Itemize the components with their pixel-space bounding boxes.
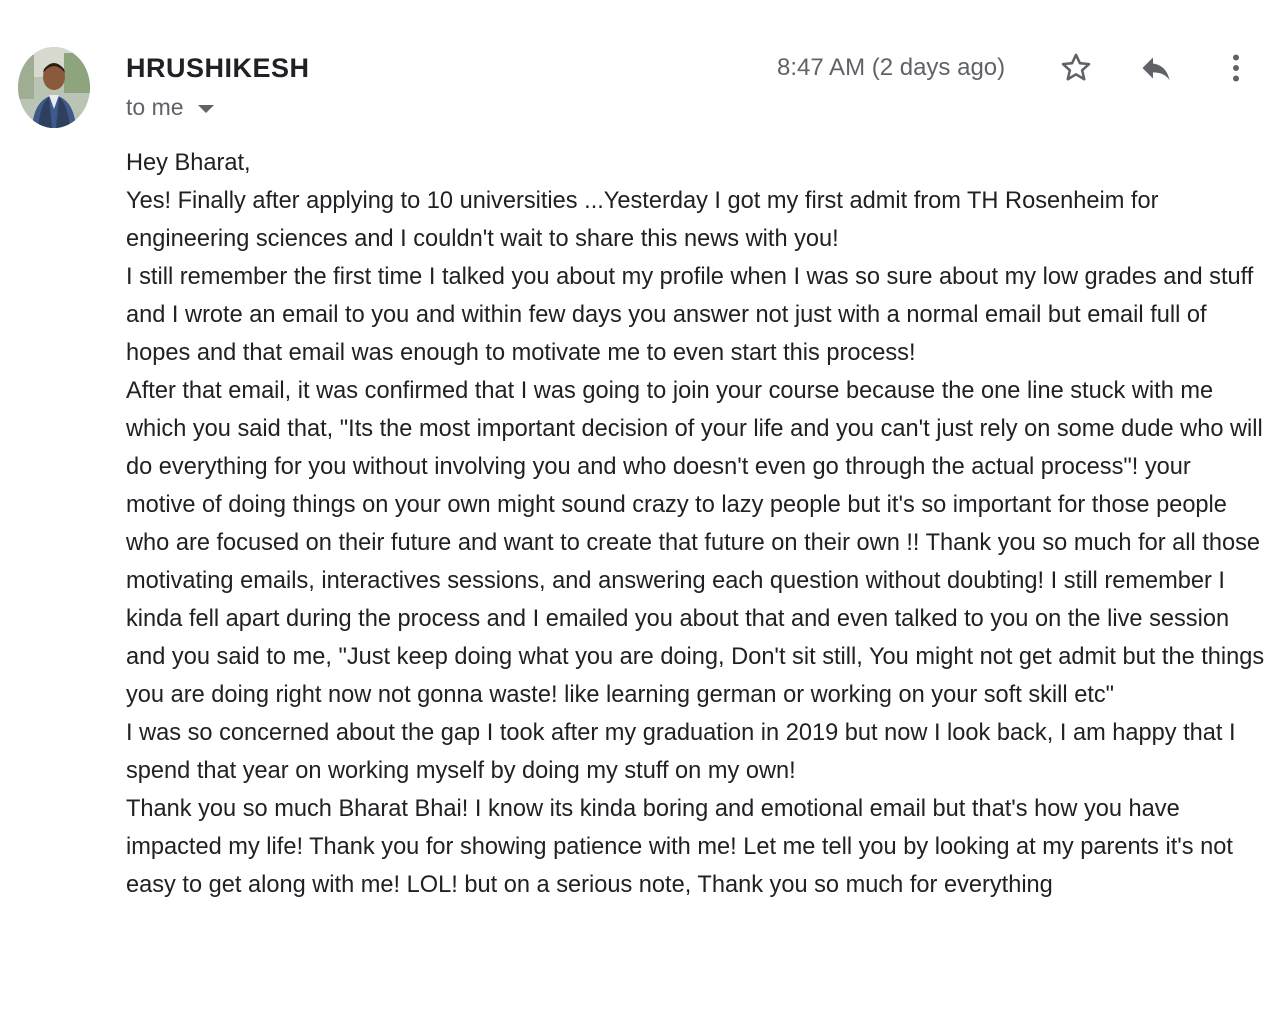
- caret-down-icon[interactable]: [198, 105, 214, 113]
- avatar-photo: [18, 47, 90, 128]
- star-button[interactable]: [1054, 46, 1098, 90]
- body-paragraph-2: I still remember the first time I talked you about my profile when I was so sure about my low grades and stuff and I wrote an email to you and within few days you answer not just with a normal email but email full of hopes and that email was enough to motivate me to even start this process!: [126, 264, 1254, 366]
- message-body: [126, 144, 1266, 904]
- reply-button[interactable]: [1134, 46, 1178, 90]
- reply-icon: [1138, 50, 1174, 86]
- sender-name[interactable]: HRUSHIKESH: [126, 53, 310, 83]
- body-greeting: Hey Bharat,: [126, 150, 251, 176]
- more-vertical-icon: [1218, 50, 1254, 86]
- avatar[interactable]: [18, 47, 90, 128]
- body-paragraph-1: Yes! Finally after applying to 10 universities ...Yesterday I got my first admit from TH Rosenheim for engineering sciences and I couldn't wait to share this news with you!: [126, 188, 1159, 252]
- recipient-label: to me: [126, 94, 184, 120]
- body-paragraph-4: I was so concerned about the gap I took after my graduation in 2019 but now I look back, I am happy that I spend that year on working myself by doing my stuff on my own!: [126, 720, 1236, 784]
- message-timestamp[interactable]: 8:47 AM (2 days ago): [777, 54, 1006, 81]
- body-paragraph-5: Thank you so much Bharat Bhai! I know its kinda boring and emotional email but that's how you have impacted my life! Thank you for showing patience with me! Let me tell you by looking at my parents it's not easy to get along with me! LOL! but on a serious note, Thank you so much for everything: [126, 796, 1233, 898]
- body-paragraph-3: After that email, it was confirmed that I was going to join your course because the one line stuck with me which you said that, "Its the most important decision of your life and you can't just rely on some dude who will do everything for you without involving you and who doesn't even go through the actual process"! your motive of doing things on your own might sound crazy to lazy people but it's so important for those people who are focused on their future and want to create that future on their own !! Thank you so much for all those motivating emails, interactives sessions, and answering each question without doubting! I still remember I kinda fell apart during the process and I emailed you about that and even talked to you on the live session and you said to me, "Just keep doing what you are doing, Don't sit still, You might not get admit but the things you are doing right now not gonna waste! like learning german or working on your soft skill etc": [126, 378, 1265, 708]
- star-icon: [1058, 50, 1094, 86]
- more-options-button[interactable]: [1214, 46, 1258, 90]
- recipient-details-toggle[interactable]: [126, 94, 214, 121]
